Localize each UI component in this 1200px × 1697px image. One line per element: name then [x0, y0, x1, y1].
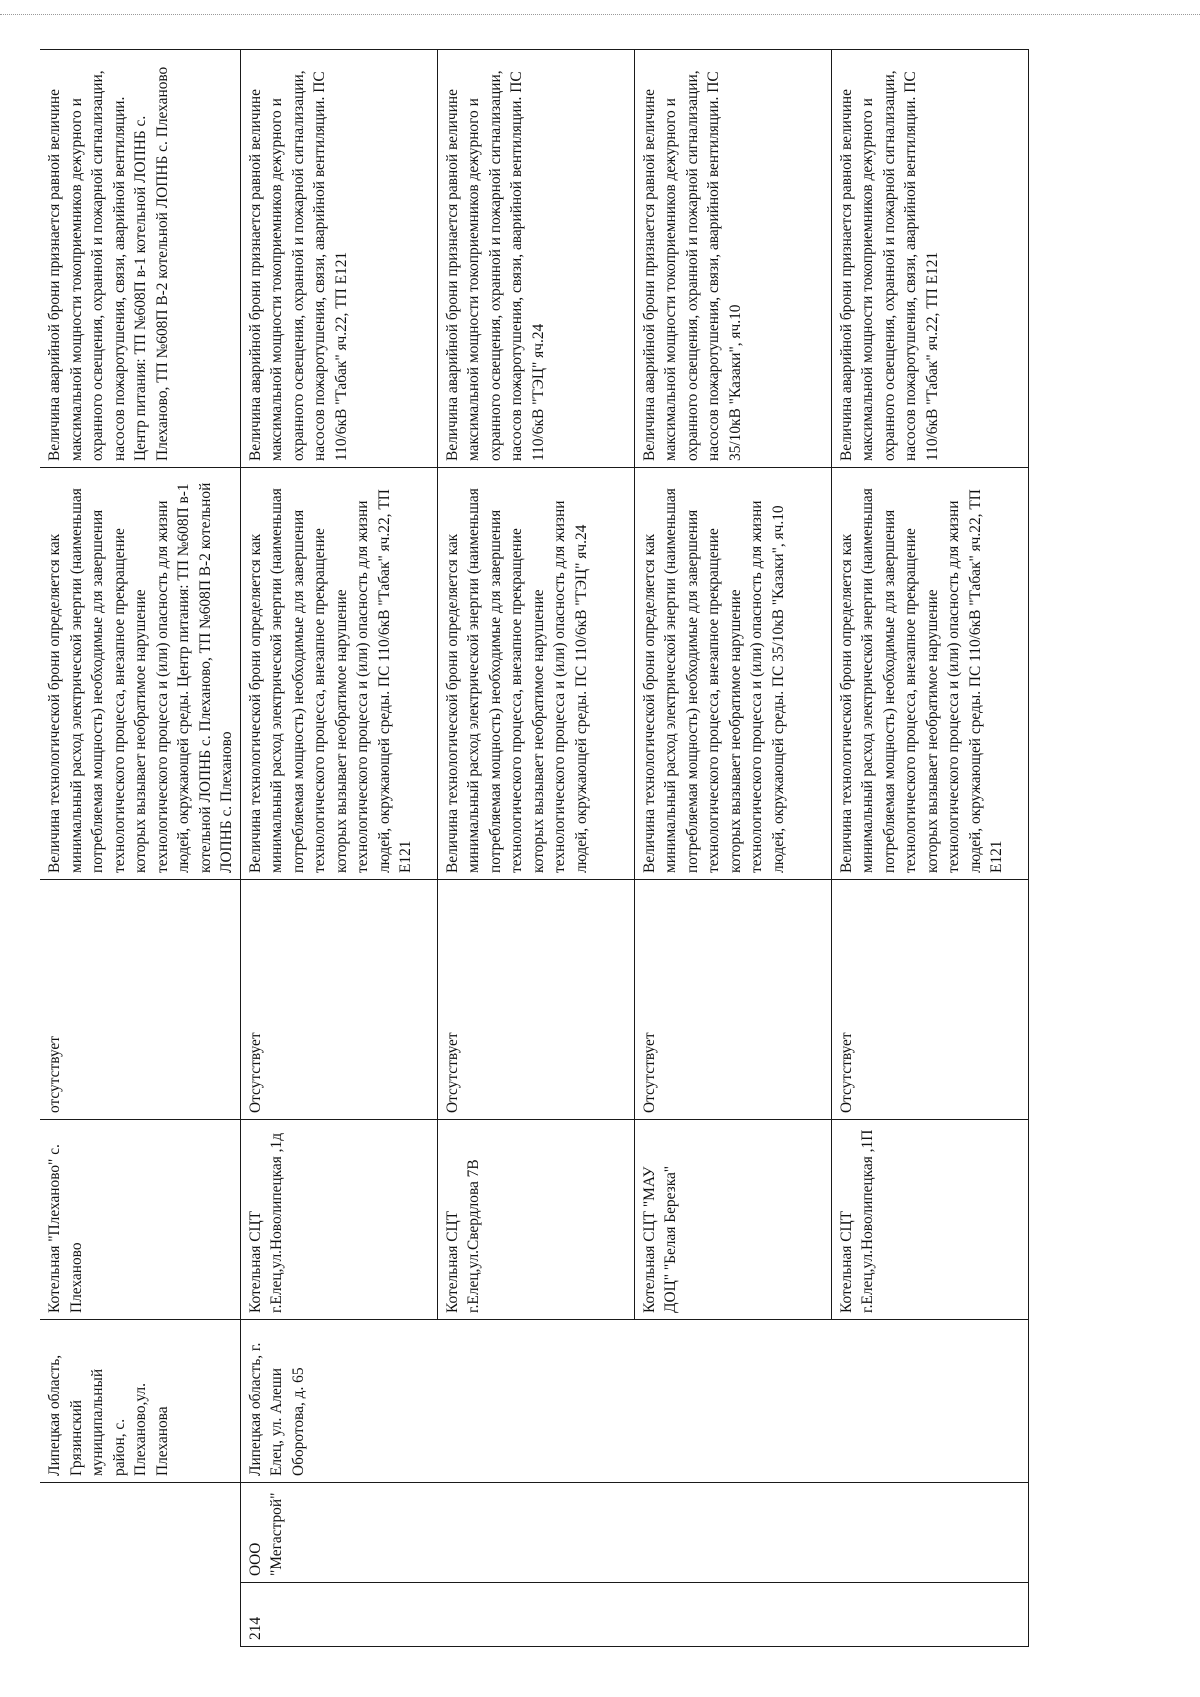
tech-reserve-cell: Величина технологической брони определяется как минимальный расход электрической энергии (наименьшая потребляемая мощность) необходимые для завершения технологического процесса, внезапное прекращение которых вызывает необратимое нарушение технологического процесса и (или) опасность для жизни людей, окружающей среды. Центр питания: ТП №608П в-1 котельной ЛОПНБ с. Плеханово, ТП №608П В-2 котельной ЛОПНБ с. Плеханово	[40, 468, 240, 880]
object-cell: Котельная СЦТ "МАУ ДОЦ" "Белая Березка"	[634, 1120, 831, 1320]
emergency-reserve-cell: Величина аварийной брони признается равной величине максимальной мощности токоприемников дежурного и охранного освещения, охранной и пожарной сигнализации, насосов пожаротушения, связи, аварийной вентиляции. ПС 110/6кВ "ТЭЦ" яч.24	[437, 50, 634, 468]
reserve-cell: отсутствует	[40, 880, 240, 1120]
address-cell: Липецкая область, г. Елец, ул. Алеши Оборотова, д. 65	[240, 1320, 437, 1483]
tech-reserve-cell: Величина технологической брони определяется как минимальный расход электрической энергии (наименьшая потребляемая мощность) необходимые для завершения технологического процесса, внезапное прекращение которых вызывает необратимое нарушение технологического процесса и (или) опасность для жизни людей, окружающей среды. ПС 110/6кВ "ТЭЦ" яч.24	[437, 468, 634, 880]
address-cell	[831, 1320, 1028, 1483]
organization-cell	[831, 1483, 1028, 1583]
object-cell: Котельная СЦТ г.Елец,ул.Свердлова 7В	[437, 1120, 634, 1320]
emergency-reserve-cell: Величина аварийной брони признается равной величине максимальной мощности токоприемников дежурного и охранного освещения, охранной и пожарной сигнализации, насосов пожаротушения, связи, аварийной вентиляции. ПС 35/10кВ "Казаки", яч.10	[634, 50, 831, 468]
object-cell: Котельная СЦТ г.Елец,ул.Новолипецкая ,1д	[240, 1120, 437, 1320]
organization-cell	[40, 1483, 240, 1583]
row-number-cell	[634, 1583, 831, 1647]
table-row	[40, 50, 240, 1647]
emergency-reserve-cell: Величина аварийной брони признается равной величине максимальной мощности токоприемников дежурного и охранного освещения, охранной и пожарной сигнализации, насосов пожаротушения, связи, аварийной вентиляции. Центр питания: ТП №608П в-1 котельной ЛОПНБ с. Плеханово, ТП №608П В-2 котельной ЛОПНБ с. Плеханово	[40, 50, 240, 468]
object-cell: Котельная "Плеханово" с. Плеханово	[40, 1120, 240, 1320]
energy-reserve-table	[40, 49, 1029, 1647]
object-cell: Котельная СЦТ г.Елец,ул.Новолипецкая ,1П	[831, 1120, 1028, 1320]
address-cell	[437, 1320, 634, 1483]
organization-cell	[634, 1483, 831, 1583]
tech-reserve-cell: Величина технологической брони определяется как минимальный расход электрической энергии (наименьшая потребляемая мощность) необходимые для завершения технологического процесса, внезапное прекращение которых вызывает необратимое нарушение технологического процесса и (или) опасность для жизни людей, окружающей среды. ПС 110/6кВ "Табак" яч.22, ТП Е121	[240, 468, 437, 880]
tech-reserve-cell: Величина технологической брони определяется как минимальный расход электрической энергии (наименьшая потребляемая мощность) необходимые для завершения технологического процесса, внезапное прекращение которых вызывает необратимое нарушение технологического процесса и (или) опасность для жизни людей, окружающей среды. ПС 35/10кВ "Казаки", яч.10	[634, 468, 831, 880]
tech-reserve-cell: Величина технологической брони определяется как минимальный расход электрической энергии (наименьшая потребляемая мощность) необходимые для завершения технологического процесса, внезапное прекращение которых вызывает необратимое нарушение технологического процесса и (или) опасность для жизни людей, окружающей среды. ПС 110/6кВ "Табак" яч.22, ТП Е121	[831, 468, 1028, 880]
reserve-cell: Отсутствует	[831, 880, 1028, 1120]
row-number-cell: 214	[240, 1583, 437, 1647]
reserve-cell: Отсутствует	[240, 880, 437, 1120]
emergency-reserve-cell: Величина аварийной брони признается равной величине максимальной мощности токоприемников дежурного и охранного освещения, охранной и пожарной сигнализации, насосов пожаротушения, связи, аварийной вентиляции. ПС 110/6кВ "Табак" яч.22, ТП Е121	[240, 50, 437, 468]
organization-cell	[437, 1483, 634, 1583]
table-row	[831, 50, 1028, 1647]
reserve-cell: Отсутствует	[437, 880, 634, 1120]
address-cell: Липецкая область, Грязинский муниципальный район, с. Плеханово,ул. Плеханова	[40, 1320, 240, 1483]
row-number-cell	[437, 1583, 634, 1647]
organization-cell: ООО "Мегастрой"	[240, 1483, 437, 1583]
table-row	[437, 50, 634, 1647]
row-number-cell	[831, 1583, 1028, 1647]
table-row	[240, 50, 437, 1647]
emergency-reserve-cell: Величина аварийной брони признается равной величине максимальной мощности токоприемников дежурного и охранного освещения, охранной и пожарной сигнализации, насосов пожаротушения, связи, аварийной вентиляции. ПС 110/6кВ "Табак" яч.22, ТП Е121	[831, 50, 1028, 468]
row-number-cell	[40, 1583, 240, 1647]
reserve-cell: Отсутствует	[634, 880, 831, 1120]
table-row	[634, 50, 831, 1647]
address-cell	[634, 1320, 831, 1483]
